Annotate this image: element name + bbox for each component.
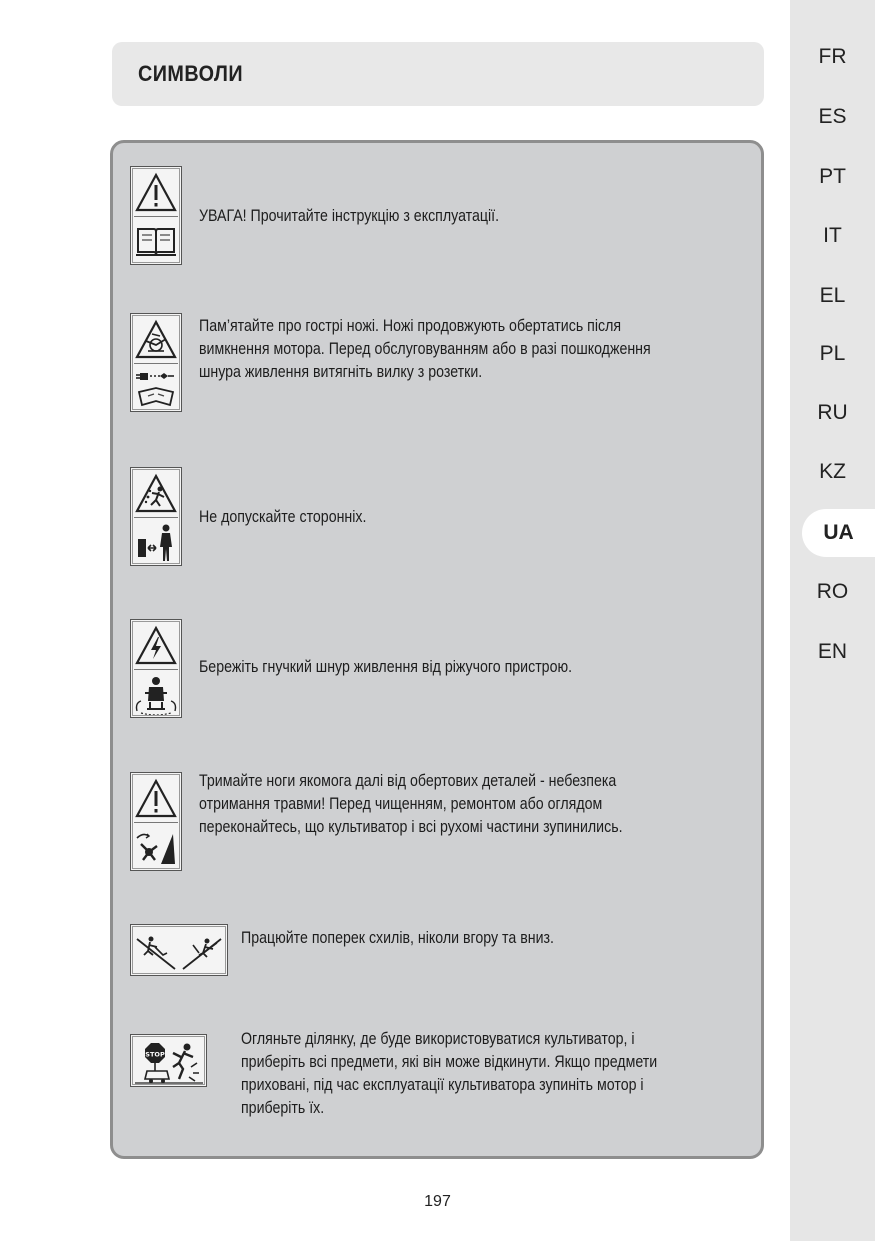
lang-tab-es[interactable]: ES: [818, 105, 847, 128]
symbol-text-5-line-3: переконайтесь, що культиватор і всі рухомі частини зупинились.: [199, 818, 623, 836]
symbol-text-7: [241, 1028, 657, 1120]
symbol-icon-box-1: [130, 166, 182, 265]
symbol-text-5-line-1: Тримайте ноги якомога далі від обертових деталей - небезпека: [199, 772, 617, 790]
page-title: СИМВОЛИ: [138, 61, 244, 86]
general-warning-icon: [131, 775, 181, 822]
cord-operator-icon: [131, 671, 181, 717]
symbols-panel: [110, 140, 764, 1159]
flying-debris-warning-icon: [131, 470, 181, 517]
symbol-text-3: Не допускайте сторонніх.: [199, 508, 367, 526]
lang-tab-pt[interactable]: PT: [819, 165, 846, 188]
symbol-text-2-line-1: Пам’ятайте про гострі ножі. Ножі продовжують обертатись після: [199, 317, 622, 335]
symbol-icon-box-2: [130, 313, 182, 412]
lang-tab-en[interactable]: EN: [817, 640, 848, 663]
slope-direction-icon: [131, 927, 227, 975]
lang-tab-ua[interactable]: UA: [802, 509, 875, 557]
warning-icon: [131, 169, 181, 216]
symbol-icon-box-5: [130, 772, 182, 871]
symbol-icon-box-7: [130, 1034, 207, 1087]
lang-tab-pl[interactable]: PL: [819, 342, 846, 365]
symbol-text-6: Працюйте поперек схилів, ніколи вгору та вниз.: [241, 929, 554, 947]
keep-distance-person-icon: [131, 519, 181, 565]
symbol-icon-box-4: [130, 619, 182, 718]
symbol-text-2-line-2: вимкнення мотора. Перед обслуговуванням або в разі пошкодження: [199, 340, 651, 358]
sharp-blades-warning-icon: [131, 316, 181, 363]
stop-remove-objects-icon: [131, 1037, 206, 1086]
electric-shock-warning-icon: [131, 622, 181, 669]
symbol-text-2: [199, 315, 739, 384]
symbol-icon-box-3: [130, 467, 182, 566]
rotating-tines-icon: [131, 824, 181, 870]
symbol-text-5-line-2: отримання травми! Перед чищенням, ремонтом або оглядом: [199, 795, 603, 813]
section-header: [112, 42, 764, 106]
manual-book-icon: [131, 218, 181, 264]
lang-tab-ro[interactable]: RO: [816, 580, 849, 603]
page-number: 197: [424, 1193, 451, 1210]
lang-tab-kz[interactable]: KZ: [819, 460, 846, 483]
language-sidebar: [790, 0, 875, 1241]
symbol-text-7-line-1: Огляньте ділянку, де буде використовуватися культиватор, і: [241, 1030, 635, 1048]
svg-text:STOP: STOP: [144, 1050, 165, 1058]
symbol-text-1: УВАГА! Прочитайте інструкцію з експлуатації.: [199, 207, 500, 225]
symbol-text-4: Бережіть гнучкий шнур живлення від ріжучого пристрою.: [199, 658, 573, 676]
lang-tab-it[interactable]: IT: [823, 224, 842, 247]
symbol-text-7-line-3: приховані, під час експлуатації культиватора зупиніть мотор і: [241, 1076, 644, 1094]
symbol-text-7-line-4: приберіть їх.: [241, 1099, 325, 1117]
symbol-text-7-line-2: приберіть всі предмети, які він може відкинути. Якщо предмети: [241, 1053, 658, 1071]
lang-tab-fr[interactable]: FR: [818, 45, 847, 68]
symbol-text-2-line-3: шнура живлення витягніть вилку з розетки.: [199, 363, 483, 381]
lang-tab-el[interactable]: EL: [819, 284, 846, 307]
symbol-text-5: [199, 770, 623, 839]
symbol-icon-box-6: [130, 924, 228, 976]
lang-tab-ru[interactable]: RU: [817, 401, 848, 424]
unplug-manual-icon: [131, 365, 181, 411]
